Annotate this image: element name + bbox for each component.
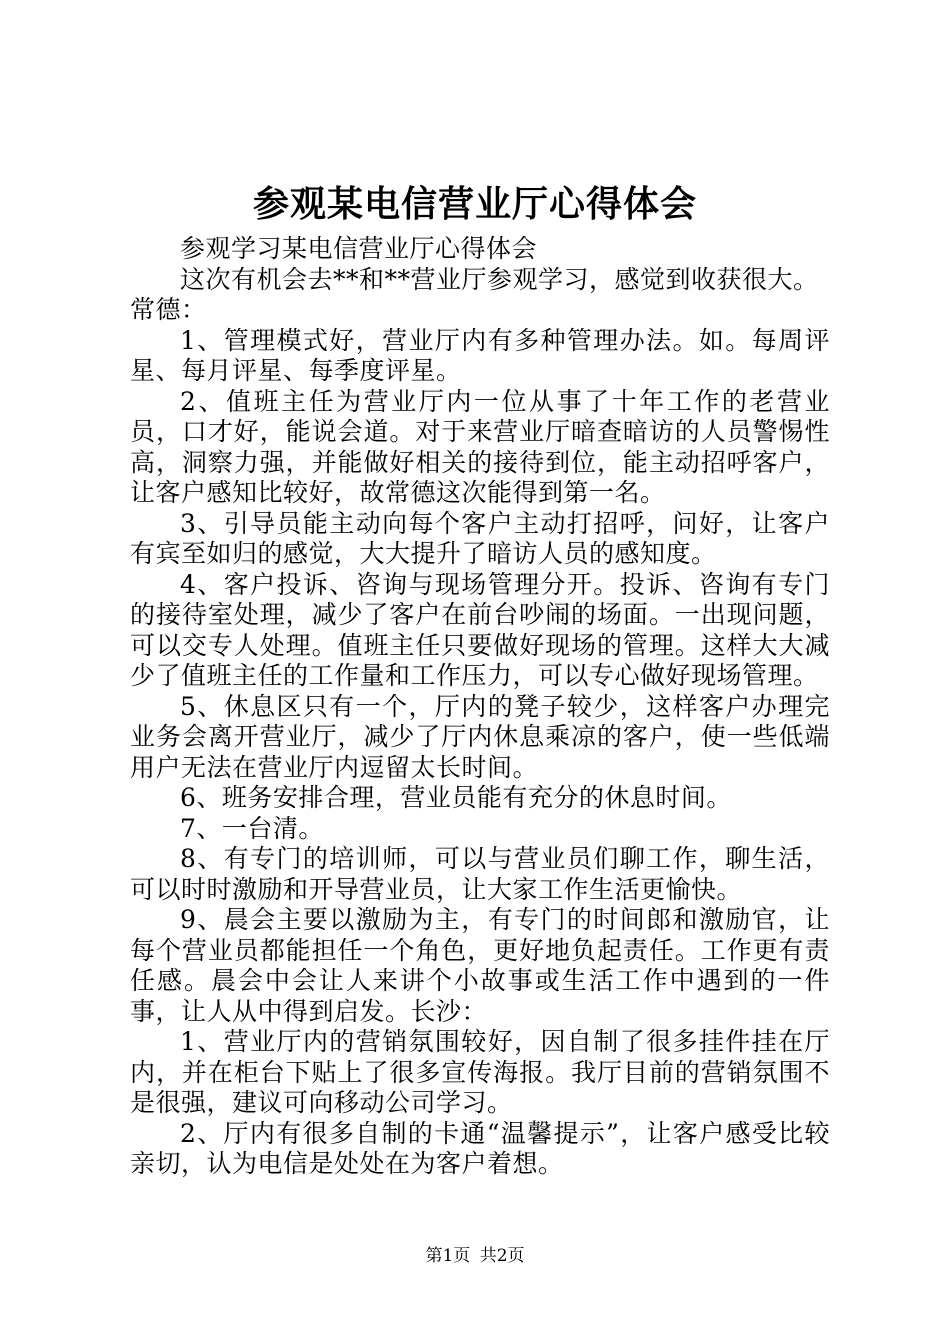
paragraph-intro: 这次有机会去**和**营业厅参观学习，感觉到收获很大。 [180, 264, 819, 294]
paragraph-item: 1、营业厅内的营销氛围较好，因自制了很多挂件挂在厅内，并在柜台下贴上了很多宣传海报。我厅目前的营销氛围不是很强，建议可向移动公司学习。 [130, 1027, 830, 1117]
document-title: 参观某电信营业厅心得体会 [252, 184, 697, 225]
paragraph-subtitle: 参观学习某电信营业厅心得体会 [180, 234, 538, 263]
page-total: 共2页 [479, 1246, 525, 1266]
paragraph-item: 3、引导员能主动向每个客户主动打招呼，问好，让客户有宾至如归的感觉，大大提升了暗访人员的感知度。 [130, 508, 830, 568]
paragraph-item: 6、班务安排合理，营业员能有充分的休息时间。 [180, 783, 732, 812]
paragraph-item: 7、一台清。 [180, 813, 324, 843]
paragraph-item: 2、厅内有很多自制的卡通“温馨提示”，让客户感受比较亲切，认为电信是处处在为客户着想。 [130, 1118, 830, 1178]
paragraph-item: 2、值班主任为营业厅内一位从事了十年工作的老营业员，口才好，能说会道。对于来营业厅暗查暗访的人员警惕性高，洞察力强，并能做好相关的接待到位，能主动招呼客户，让客户感知比较好，故常德这次能得到第一名。 [130, 386, 830, 507]
section-heading-changde: 常德： [130, 295, 207, 324]
paragraph-item: 8、有专门的培训师，可以与营业员们聊工作，聊生活，可以时时激励和开导营业员，让大家工作生活更愉快。 [130, 844, 830, 904]
paragraph-item: 4、客户投诉、咨询与现场管理分开。投诉、咨询有专门的接待室处理，减少了客户在前台吵闹的场面。一出现问题，可以交专人处理。值班主任只要做好现场的管理。这样大大减少了值班主任的工作量和工作压力，可以专心做好现场管理。 [130, 569, 830, 690]
paragraph-item: 9、晨会主要以激励为主，有专门的时间郎和激励官，让每个营业员都能担任一个角色，更好地负起责任。工作更有责任感。晨会中会让人来讲个小故事或生活工作中遇到的一件事，让人从中得到启发。长沙： [130, 905, 830, 1026]
paragraph-item: 5、休息区只有一个，厅内的凳子较少，这样客户办理完业务会离开营业厅，减少了厅内休息乘凉的客户，使一些低端用户无法在营业厅内逗留太长时间。 [130, 691, 830, 782]
document-body [130, 234, 830, 1180]
page-number: 第1页 [425, 1246, 471, 1266]
page-footer [0, 1244, 950, 1268]
paragraph-item: 1、管理模式好，营业厅内有多种管理办法。如。每周评星、每月评星、每季度评星。 [130, 325, 830, 385]
